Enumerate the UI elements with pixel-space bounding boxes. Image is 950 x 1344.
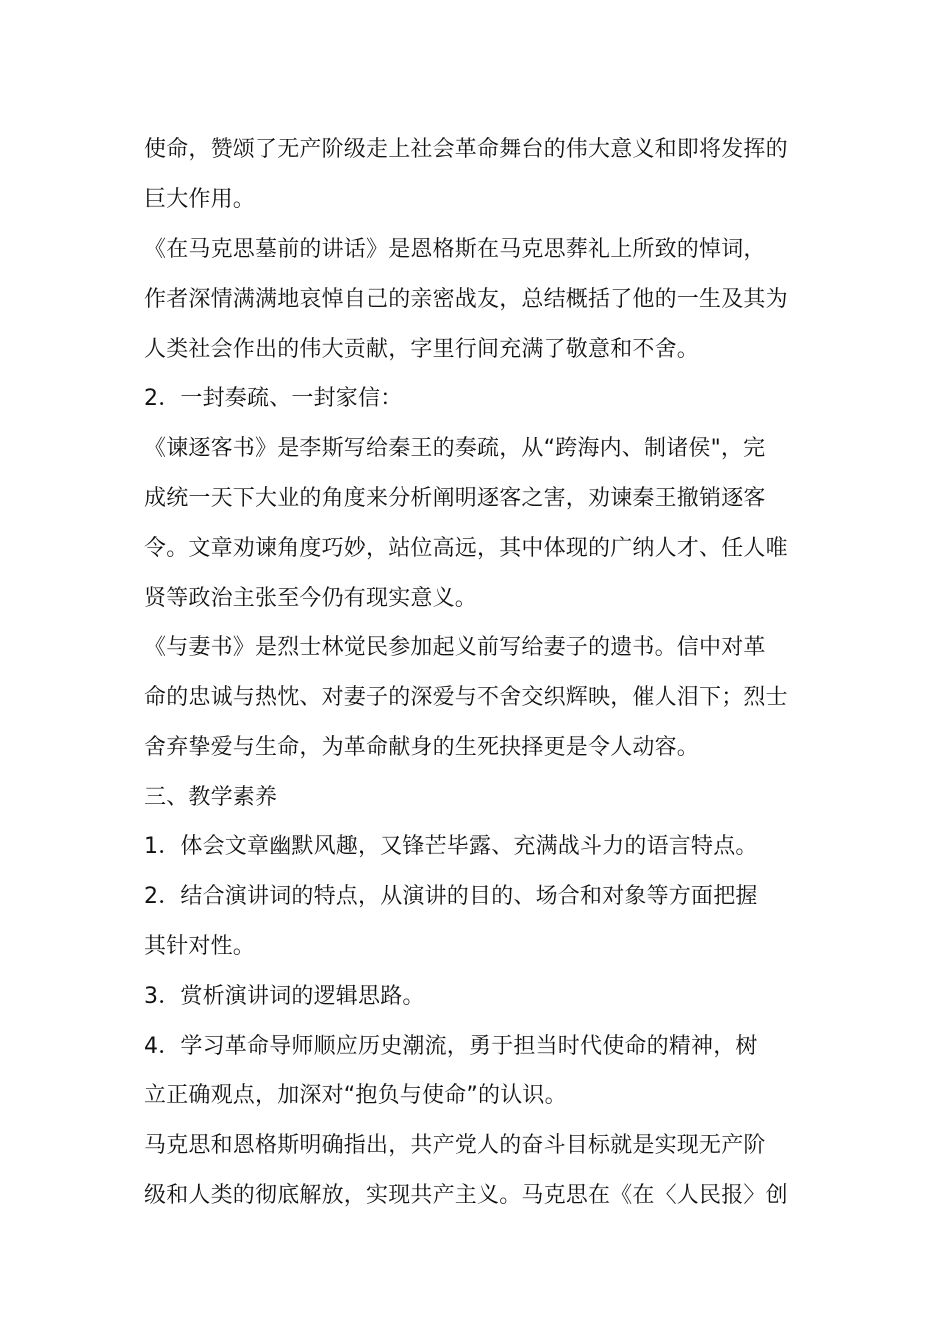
list-item: 3．赏析演讲词的逻辑思路。 [144,984,425,1009]
list-item: 1．体会文章幽默风趣，又锋芒毕露、充满战斗力的语言特点。 [144,834,758,859]
text-line: 成统一天下大业的角度来分析阐明逐客之害，劝谏秦王撤销逐客 [144,486,766,511]
text-line: 级和人类的彻底解放，实现共产主义。马克思在《在〈人民报〉创 [144,1183,788,1208]
text-line: 使命，赞颂了无产阶级走上社会革命舞台的伟大意义和即将发挥的 [144,137,788,162]
text-line: 巨大作用。 [144,187,256,212]
numbered-heading: 2．一封奏疏、一封家信： [144,386,403,411]
text-line: 立正确观点，加深对“抱负与使命”的认识。 [144,1083,567,1108]
list-item: 2．结合演讲词的特点，从演讲的目的、场合和对象等方面把握 [144,884,758,909]
text-line: 《与妻书》是烈士林觉民参加起义前写给妻子的遗书。信中对革 [144,635,766,660]
text-line: 《谏逐客书》是李斯写给秦王的奏疏，从“跨海内、制诸侯"，完 [144,436,766,461]
list-item: 4．学习革命导师顺应历史潮流，勇于担当时代使命的精神，树 [144,1034,758,1059]
text-line: 作者深情满满地哀悼自己的亲密战友，总结概括了他的一生及其为 [144,287,788,312]
text-line: 令。文章劝谏角度巧妙，站位高远，其中体现的广纳人才、任人唯 [144,536,788,561]
text-line: 贤等政治主张至今仍有现实意义。 [144,586,478,611]
text-line: 《在马克思墓前的讲话》是恩格斯在马克思葬礼上所致的悼词， [144,237,766,262]
text-line: 马克思和恩格斯明确指出，共产党人的奋斗目标就是实现无产阶 [144,1133,766,1158]
text-line: 舍弃挚爱与生命，为革命献身的生死抉择更是令人动容。 [144,735,700,760]
text-line: 命的忠诚与热忱、对妻子的深爱与不舍交织辉映，催人泪下；烈士 [144,685,788,710]
section-heading: 三、教学素养 [144,785,278,810]
text-line: 人类社会作出的伟大贡献，字里行间充满了敬意和不舍。 [144,337,700,362]
text-line: 其针对性。 [144,934,256,959]
